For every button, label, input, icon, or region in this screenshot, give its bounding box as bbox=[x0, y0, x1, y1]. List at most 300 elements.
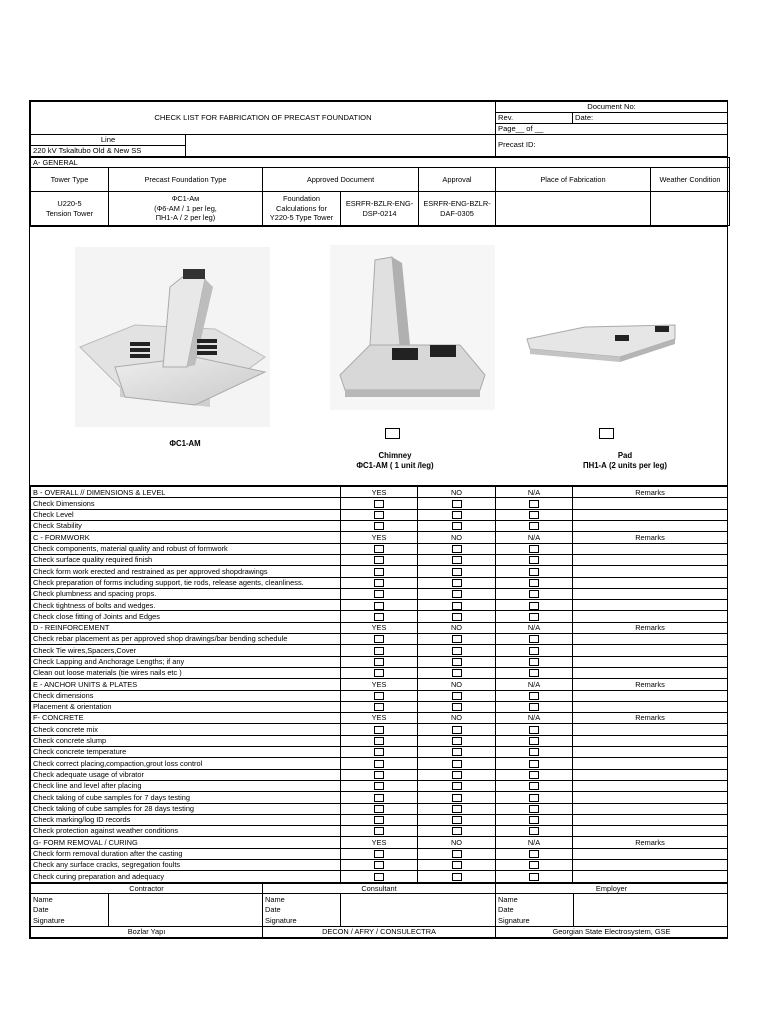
na-checkbox[interactable] bbox=[529, 590, 539, 598]
remarks-header: Remarks bbox=[573, 837, 728, 848]
check-item-row bbox=[31, 656, 728, 667]
no-checkbox-cell bbox=[418, 498, 496, 509]
na-checkbox-cell bbox=[496, 701, 573, 712]
section-title: G- FORM REMOVAL / CURING bbox=[31, 837, 341, 848]
remarks-field[interactable] bbox=[573, 747, 728, 758]
check-item-label: Check form removal duration after the casting bbox=[31, 848, 341, 859]
na-checkbox[interactable] bbox=[529, 647, 539, 655]
na-header: N/A bbox=[496, 837, 573, 848]
check-item-label: Placement & orientation bbox=[31, 701, 341, 712]
yes-checkbox[interactable] bbox=[374, 522, 384, 530]
check-item-row bbox=[31, 735, 728, 746]
check-item-row bbox=[31, 859, 728, 870]
na-checkbox[interactable] bbox=[529, 545, 539, 553]
check-item-label: Check Dimensions bbox=[31, 498, 341, 509]
consultant-company: DECON / AFRY / CONSULECTRA bbox=[263, 927, 496, 938]
checklist-table bbox=[30, 486, 728, 882]
yes-checkbox[interactable] bbox=[374, 771, 384, 779]
na-checkbox-cell bbox=[496, 792, 573, 803]
na-header: N/A bbox=[496, 532, 573, 543]
na-header: N/A bbox=[496, 679, 573, 690]
check-item-row bbox=[31, 747, 728, 758]
na-checkbox[interactable] bbox=[529, 748, 539, 756]
no-checkbox[interactable] bbox=[452, 737, 462, 745]
na-checkbox[interactable] bbox=[529, 737, 539, 745]
no-checkbox-cell bbox=[418, 747, 496, 758]
yes-checkbox-cell bbox=[341, 792, 418, 803]
na-header: N/A bbox=[496, 622, 573, 633]
no-checkbox-cell bbox=[418, 645, 496, 656]
yes-checkbox-cell bbox=[341, 735, 418, 746]
no-checkbox-cell bbox=[418, 769, 496, 780]
no-checkbox-cell bbox=[418, 600, 496, 611]
check-item-row bbox=[31, 690, 728, 701]
yes-checkbox-cell bbox=[341, 509, 418, 520]
section-title: F- CONCRETE bbox=[31, 713, 341, 724]
no-checkbox[interactable] bbox=[452, 873, 462, 881]
check-item-label: Check close fitting of Joints and Edges bbox=[31, 611, 341, 622]
na-checkbox-cell bbox=[496, 769, 573, 780]
check-item-row bbox=[31, 792, 728, 803]
na-checkbox-cell bbox=[496, 634, 573, 645]
no-checkbox-cell bbox=[418, 859, 496, 870]
yes-checkbox-cell bbox=[341, 769, 418, 780]
yes-checkbox[interactable] bbox=[374, 748, 384, 756]
no-checkbox[interactable] bbox=[452, 850, 462, 858]
yes-checkbox-cell bbox=[341, 747, 418, 758]
no-checkbox-cell bbox=[418, 701, 496, 712]
na-checkbox-cell bbox=[496, 724, 573, 735]
yes-checkbox-cell bbox=[341, 600, 418, 611]
remarks-field[interactable] bbox=[573, 848, 728, 859]
yes-checkbox[interactable] bbox=[374, 556, 384, 564]
yes-checkbox[interactable] bbox=[374, 658, 384, 666]
yes-checkbox-cell bbox=[341, 814, 418, 825]
remarks-field[interactable] bbox=[573, 498, 728, 509]
na-checkbox[interactable] bbox=[529, 850, 539, 858]
no-checkbox[interactable] bbox=[452, 579, 462, 587]
col-approved-document: Approved Document bbox=[263, 168, 419, 192]
approved-document-value: Foundation Calculations for Y220-5 Type Tower bbox=[263, 192, 341, 226]
no-checkbox-cell bbox=[418, 588, 496, 599]
yes-checkbox-cell bbox=[341, 611, 418, 622]
section-title: C - FORMWORK bbox=[31, 532, 341, 543]
remarks-field[interactable] bbox=[573, 588, 728, 599]
check-item-row bbox=[31, 724, 728, 735]
check-item-label: Check form work erected and restrained as per approved shopdrawings bbox=[31, 566, 341, 577]
yes-checkbox-cell bbox=[341, 554, 418, 565]
no-checkbox[interactable] bbox=[452, 602, 462, 610]
yes-checkbox-cell bbox=[341, 758, 418, 769]
no-checkbox[interactable] bbox=[452, 500, 462, 508]
precast-type-value: ФС1-Ам (Ф6-АМ / 1 per leg, ПН1-А / 2 per leg) bbox=[109, 192, 263, 226]
check-item-label: Check protection against weather conditions bbox=[31, 826, 341, 837]
no-checkbox[interactable] bbox=[452, 692, 462, 700]
contractor-signature-field[interactable] bbox=[109, 894, 263, 927]
na-checkbox[interactable] bbox=[529, 635, 539, 643]
yes-checkbox[interactable] bbox=[374, 545, 384, 553]
check-item-label: Check plumbness and spacing props. bbox=[31, 588, 341, 599]
na-checkbox-cell bbox=[496, 814, 573, 825]
check-item-row bbox=[31, 769, 728, 780]
contractor-name-label: Name bbox=[31, 894, 109, 905]
check-item-row bbox=[31, 566, 728, 577]
check-item-row bbox=[31, 600, 728, 611]
check-item-label: Check components, material quality and robust of formwork bbox=[31, 543, 341, 554]
na-checkbox-cell bbox=[496, 859, 573, 870]
remarks-field[interactable] bbox=[573, 667, 728, 678]
yes-checkbox[interactable] bbox=[374, 590, 384, 598]
check-item-label: Check taking of cube samples for 28 days testing bbox=[31, 803, 341, 814]
general-table bbox=[30, 157, 730, 227]
yes-checkbox[interactable] bbox=[374, 647, 384, 655]
precast-id-label: Precast ID: bbox=[496, 134, 728, 156]
yes-checkbox[interactable] bbox=[374, 703, 384, 711]
na-checkbox[interactable] bbox=[529, 669, 539, 677]
na-checkbox-cell bbox=[496, 543, 573, 554]
line-label: Line bbox=[31, 134, 186, 145]
check-item-row bbox=[31, 588, 728, 599]
no-checkbox-cell bbox=[418, 803, 496, 814]
yes-header: YES bbox=[341, 837, 418, 848]
na-header: N/A bbox=[496, 713, 573, 724]
yes-checkbox[interactable] bbox=[374, 805, 384, 813]
yes-checkbox[interactable] bbox=[374, 692, 384, 700]
section-header-row bbox=[31, 532, 728, 543]
check-item-label: Check tightness of bolts and wedges. bbox=[31, 600, 341, 611]
remarks-field[interactable] bbox=[573, 826, 728, 837]
pad-label: Pad ПН1-А (2 units per leg) bbox=[582, 451, 667, 471]
na-checkbox[interactable] bbox=[529, 658, 539, 666]
remarks-header: Remarks bbox=[573, 622, 728, 633]
remarks-field[interactable] bbox=[573, 814, 728, 825]
na-checkbox-cell bbox=[496, 498, 573, 509]
no-header: NO bbox=[418, 837, 496, 848]
yes-checkbox[interactable] bbox=[374, 794, 384, 802]
no-checkbox[interactable] bbox=[452, 794, 462, 802]
no-checkbox[interactable] bbox=[452, 556, 462, 564]
document-no-label: Document No: bbox=[496, 102, 728, 113]
na-checkbox-cell bbox=[496, 521, 573, 532]
assembled-foundation-label: ФС1-АМ bbox=[169, 439, 201, 449]
no-checkbox[interactable] bbox=[452, 827, 462, 835]
no-checkbox[interactable] bbox=[452, 522, 462, 530]
check-item-row bbox=[31, 543, 728, 554]
employer-header: Employer bbox=[496, 883, 728, 894]
remarks-field[interactable] bbox=[573, 792, 728, 803]
no-checkbox[interactable] bbox=[452, 590, 462, 598]
no-checkbox-cell bbox=[418, 554, 496, 565]
remarks-field[interactable] bbox=[573, 871, 728, 882]
na-checkbox-cell bbox=[496, 747, 573, 758]
page-label: Page__ of __ bbox=[496, 123, 728, 134]
yes-checkbox[interactable] bbox=[374, 579, 384, 587]
na-checkbox[interactable] bbox=[529, 579, 539, 587]
no-checkbox-cell bbox=[418, 611, 496, 622]
no-checkbox[interactable] bbox=[452, 647, 462, 655]
document-title: CHECK LIST FOR FABRICATION OF PRECAST FOUNDATION bbox=[31, 102, 496, 135]
yes-checkbox[interactable] bbox=[374, 782, 384, 790]
section-header-row bbox=[31, 713, 728, 724]
checklist-sheet bbox=[29, 100, 728, 939]
yes-checkbox[interactable] bbox=[374, 737, 384, 745]
tower-type-value: U220-5 Tension Tower bbox=[31, 192, 109, 226]
check-item-row bbox=[31, 780, 728, 791]
na-checkbox-cell bbox=[496, 667, 573, 678]
chimney-checkbox[interactable] bbox=[385, 428, 400, 439]
na-checkbox[interactable] bbox=[529, 861, 539, 869]
yes-checkbox[interactable] bbox=[374, 511, 384, 519]
yes-checkbox-cell bbox=[341, 871, 418, 882]
section-title: B - OVERALL // DIMENSIONS & LEVEL bbox=[31, 487, 341, 498]
remarks-field[interactable] bbox=[573, 780, 728, 791]
remarks-field[interactable] bbox=[573, 701, 728, 712]
check-item-label: Check concrete slump bbox=[31, 735, 341, 746]
yes-checkbox[interactable] bbox=[374, 568, 384, 576]
yes-checkbox-cell bbox=[341, 859, 418, 870]
na-checkbox-cell bbox=[496, 656, 573, 667]
weather-condition-value[interactable] bbox=[651, 192, 730, 226]
check-item-label: Check rebar placement as per approved shop drawings/bar bending schedule bbox=[31, 634, 341, 645]
no-checkbox-cell bbox=[418, 758, 496, 769]
no-checkbox[interactable] bbox=[452, 703, 462, 711]
na-checkbox-cell bbox=[496, 566, 573, 577]
yes-checkbox-cell bbox=[341, 543, 418, 554]
check-item-row bbox=[31, 826, 728, 837]
na-checkbox-cell bbox=[496, 690, 573, 701]
consultant-header: Consultant bbox=[263, 883, 496, 894]
header-table bbox=[30, 101, 728, 157]
na-checkbox-cell bbox=[496, 554, 573, 565]
na-checkbox[interactable] bbox=[529, 873, 539, 881]
no-checkbox-cell bbox=[418, 543, 496, 554]
check-item-label: Check taking of cube samples for 7 days testing bbox=[31, 792, 341, 803]
remarks-field[interactable] bbox=[573, 724, 728, 735]
na-checkbox-cell bbox=[496, 577, 573, 588]
no-checkbox-cell bbox=[418, 780, 496, 791]
no-checkbox[interactable] bbox=[452, 726, 462, 734]
yes-checkbox[interactable] bbox=[374, 602, 384, 610]
section-title: E - ANCHOR UNITS & PLATES bbox=[31, 679, 341, 690]
check-item-row bbox=[31, 645, 728, 656]
na-checkbox[interactable] bbox=[529, 794, 539, 802]
col-approval: Approval bbox=[419, 168, 496, 192]
na-checkbox[interactable] bbox=[529, 602, 539, 610]
place-of-fabrication-value[interactable] bbox=[496, 192, 651, 226]
check-item-label: Check marking/log ID records bbox=[31, 814, 341, 825]
check-item-label: Check Stability bbox=[31, 521, 341, 532]
check-item-row bbox=[31, 667, 728, 678]
remarks-field[interactable] bbox=[573, 803, 728, 814]
check-item-row bbox=[31, 521, 728, 532]
check-item-label: Check preparation of forms including support, tie rods, release agents, cleanliness. bbox=[31, 577, 341, 588]
check-item-label: Check Tie wires,Spacers,Cover bbox=[31, 645, 341, 656]
check-item-row bbox=[31, 577, 728, 588]
yes-checkbox[interactable] bbox=[374, 861, 384, 869]
no-checkbox[interactable] bbox=[452, 805, 462, 813]
chimney-label: Chimney ФС1-АМ ( 1 unit /leg) bbox=[356, 451, 434, 471]
no-checkbox[interactable] bbox=[452, 748, 462, 756]
no-checkbox-cell bbox=[418, 792, 496, 803]
check-item-label: Clean out loose materials (tie wires nails etc ) bbox=[31, 667, 341, 678]
yes-checkbox-cell bbox=[341, 667, 418, 678]
remarks-field[interactable] bbox=[573, 769, 728, 780]
date-label: Date: bbox=[573, 112, 728, 123]
consultant-name-label: Name bbox=[263, 894, 341, 905]
no-checkbox-cell bbox=[418, 667, 496, 678]
yes-checkbox[interactable] bbox=[374, 613, 384, 621]
na-checkbox[interactable] bbox=[529, 511, 539, 519]
line-value: 220 kV Tskaltubo Old & New SS bbox=[31, 145, 186, 156]
check-item-row bbox=[31, 509, 728, 520]
yes-header: YES bbox=[341, 679, 418, 690]
check-item-row bbox=[31, 701, 728, 712]
remarks-field[interactable] bbox=[573, 859, 728, 870]
na-checkbox[interactable] bbox=[529, 726, 539, 734]
pad-checkbox[interactable] bbox=[599, 428, 614, 439]
na-checkbox[interactable] bbox=[529, 805, 539, 813]
yes-checkbox[interactable] bbox=[374, 827, 384, 835]
remarks-field[interactable] bbox=[573, 509, 728, 520]
no-checkbox[interactable] bbox=[452, 760, 462, 768]
consultant-signature-label: Signature bbox=[263, 916, 341, 927]
remarks-field[interactable] bbox=[573, 758, 728, 769]
yes-checkbox-cell bbox=[341, 566, 418, 577]
no-checkbox[interactable] bbox=[452, 635, 462, 643]
no-header: NO bbox=[418, 532, 496, 543]
yes-checkbox[interactable] bbox=[374, 669, 384, 677]
remarks-field[interactable] bbox=[573, 634, 728, 645]
check-item-label: Check dimensions bbox=[31, 690, 341, 701]
check-item-label: Check Lapping and Anchorage Lengths; if any bbox=[31, 656, 341, 667]
no-checkbox[interactable] bbox=[452, 771, 462, 779]
remarks-field[interactable] bbox=[573, 521, 728, 532]
na-checkbox[interactable] bbox=[529, 692, 539, 700]
yes-checkbox[interactable] bbox=[374, 760, 384, 768]
no-header: NO bbox=[418, 622, 496, 633]
na-checkbox-cell bbox=[496, 600, 573, 611]
no-checkbox[interactable] bbox=[452, 861, 462, 869]
na-checkbox-cell bbox=[496, 848, 573, 859]
no-checkbox-cell bbox=[418, 521, 496, 532]
remarks-field[interactable] bbox=[573, 735, 728, 746]
remarks-field[interactable] bbox=[573, 611, 728, 622]
check-item-label: Check adequate usage of vibrator bbox=[31, 769, 341, 780]
contractor-signature-label: Signature bbox=[31, 916, 109, 927]
yes-checkbox[interactable] bbox=[374, 850, 384, 858]
section-title: D - REINFORCEMENT bbox=[31, 622, 341, 633]
remarks-field[interactable] bbox=[573, 645, 728, 656]
no-checkbox[interactable] bbox=[452, 816, 462, 824]
no-checkbox[interactable] bbox=[452, 658, 462, 666]
yes-header: YES bbox=[341, 532, 418, 543]
no-checkbox[interactable] bbox=[452, 782, 462, 790]
remarks-field[interactable] bbox=[573, 543, 728, 554]
remarks-field[interactable] bbox=[573, 600, 728, 611]
na-checkbox[interactable] bbox=[529, 782, 539, 790]
na-header: N/A bbox=[496, 487, 573, 498]
employer-date-label: Date bbox=[496, 905, 574, 916]
employer-name-label: Name bbox=[496, 894, 574, 905]
employer-signature-label: Signature bbox=[496, 916, 574, 927]
signature-table bbox=[30, 883, 728, 939]
section-header-row bbox=[31, 837, 728, 848]
no-checkbox[interactable] bbox=[452, 568, 462, 576]
na-checkbox[interactable] bbox=[529, 816, 539, 824]
yes-checkbox[interactable] bbox=[374, 500, 384, 508]
no-checkbox-cell bbox=[418, 826, 496, 837]
na-checkbox-cell bbox=[496, 826, 573, 837]
no-checkbox[interactable] bbox=[452, 545, 462, 553]
check-item-label: Check curing preparation and adequacy bbox=[31, 871, 341, 882]
consultant-signature-field[interactable] bbox=[341, 894, 496, 927]
na-checkbox[interactable] bbox=[529, 703, 539, 711]
check-item-row bbox=[31, 814, 728, 825]
remarks-field[interactable] bbox=[573, 577, 728, 588]
chimney-image bbox=[330, 245, 495, 410]
na-checkbox[interactable] bbox=[529, 556, 539, 564]
na-checkbox[interactable] bbox=[529, 568, 539, 576]
no-checkbox-cell bbox=[418, 577, 496, 588]
na-checkbox[interactable] bbox=[529, 522, 539, 530]
na-checkbox[interactable] bbox=[529, 827, 539, 835]
no-checkbox[interactable] bbox=[452, 511, 462, 519]
remarks-field[interactable] bbox=[573, 554, 728, 565]
no-checkbox-cell bbox=[418, 724, 496, 735]
yes-checkbox[interactable] bbox=[374, 726, 384, 734]
yes-header: YES bbox=[341, 622, 418, 633]
na-checkbox-cell bbox=[496, 780, 573, 791]
na-checkbox-cell bbox=[496, 645, 573, 656]
employer-company: Georgian State Electrosystem, GSE bbox=[496, 927, 728, 938]
assembled-foundation-image bbox=[75, 247, 270, 427]
approval-value: ESRFR-ENG-BZLR- DAF-0305 bbox=[419, 192, 496, 226]
yes-checkbox[interactable] bbox=[374, 873, 384, 881]
section-header-row bbox=[31, 487, 728, 498]
check-item-label: Check Level bbox=[31, 509, 341, 520]
na-checkbox[interactable] bbox=[529, 613, 539, 621]
na-checkbox-cell bbox=[496, 803, 573, 814]
check-item-label: Check line and level after placing bbox=[31, 780, 341, 791]
yes-header: YES bbox=[341, 487, 418, 498]
col-weather-condition: Weather Condition bbox=[651, 168, 730, 192]
remarks-field[interactable] bbox=[573, 656, 728, 667]
check-item-row bbox=[31, 611, 728, 622]
na-checkbox[interactable] bbox=[529, 500, 539, 508]
employer-signature-field[interactable] bbox=[574, 894, 728, 927]
remarks-field[interactable] bbox=[573, 690, 728, 701]
no-checkbox-cell bbox=[418, 656, 496, 667]
yes-checkbox-cell bbox=[341, 634, 418, 645]
yes-checkbox-cell bbox=[341, 690, 418, 701]
yes-checkbox[interactable] bbox=[374, 635, 384, 643]
no-checkbox-cell bbox=[418, 735, 496, 746]
no-checkbox[interactable] bbox=[452, 669, 462, 677]
document-code-value: ESRFR-BZLR-ENG- DSP-0214 bbox=[341, 192, 419, 226]
na-checkbox[interactable] bbox=[529, 760, 539, 768]
remarks-field[interactable] bbox=[573, 566, 728, 577]
no-checkbox-cell bbox=[418, 509, 496, 520]
yes-checkbox-cell bbox=[341, 701, 418, 712]
section-a-title: A- GENERAL bbox=[31, 157, 730, 168]
rev-label: Rev. bbox=[496, 112, 573, 123]
section-header-row bbox=[31, 622, 728, 633]
na-checkbox[interactable] bbox=[529, 771, 539, 779]
no-checkbox[interactable] bbox=[452, 613, 462, 621]
remarks-header: Remarks bbox=[573, 487, 728, 498]
yes-checkbox[interactable] bbox=[374, 816, 384, 824]
no-checkbox-cell bbox=[418, 690, 496, 701]
